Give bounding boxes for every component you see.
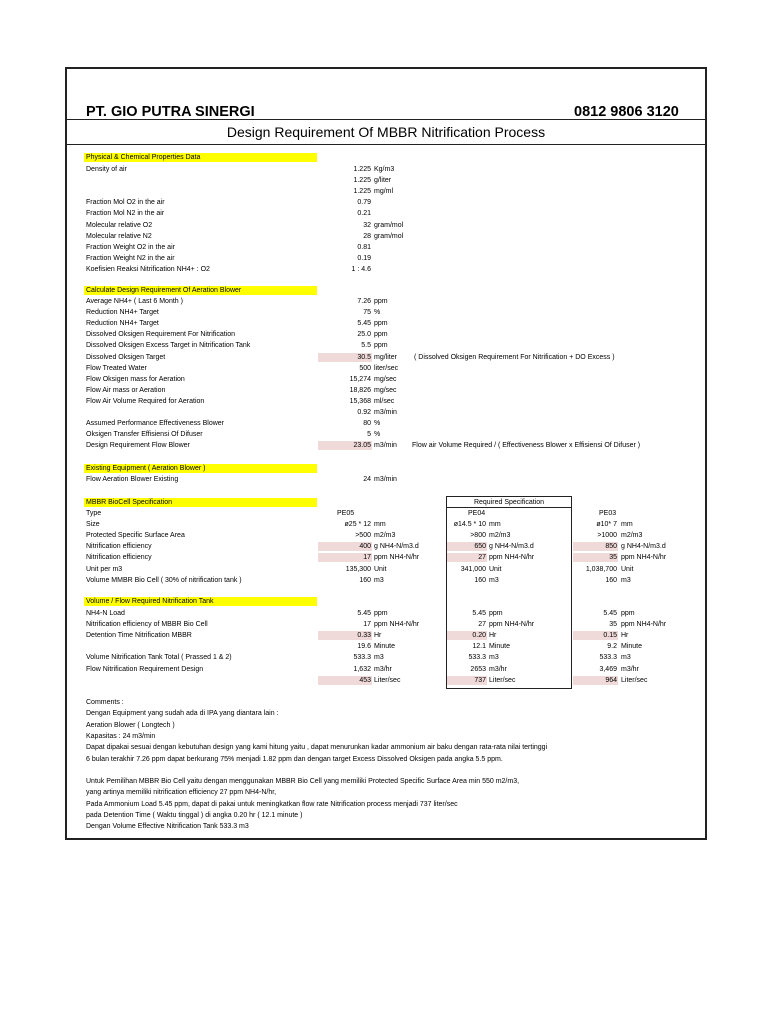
pe05-unit: g NH4-N/m3.d: [374, 543, 419, 551]
row-value: 0.92: [357, 409, 371, 416]
row-value: 500: [359, 364, 371, 372]
pe05-unit: mm: [374, 521, 386, 529]
row-label: Type: [86, 510, 102, 517]
row-unit: mg/ml: [374, 188, 394, 196]
row-label: Unit per m3: [86, 565, 123, 573]
pe05-value: 400: [359, 543, 371, 551]
row-unit: gram/mol: [374, 221, 404, 229]
pe05-unit: Minute: [374, 643, 396, 651]
pe03-value: 35: [609, 621, 617, 629]
row-value: 0.19: [357, 254, 371, 262]
pe05-value: 135,300: [345, 565, 371, 573]
row-unit: %: [374, 431, 381, 439]
comment-line: Dapat dipakai sesuai dengan kebutuhan design yang kami hitung yaitu , dapat menurunkan kadar ammonium air baku dengan rata-rata nilai tertinggi: [86, 744, 548, 752]
pe05-unit: Liter/sec: [374, 676, 401, 684]
pe05-unit: m3/hr: [374, 665, 392, 673]
row-unit: m3/min: [374, 442, 397, 450]
row-value: 0.81: [357, 243, 371, 251]
section-heading: Existing Equipment ( Aeration Blower ): [86, 465, 206, 472]
pe03-unit: Liter/sec: [621, 676, 648, 684]
row-value: 5.45: [357, 320, 371, 328]
pe03-value: ø10* 7: [596, 521, 617, 529]
pe03-unit: ppm NH4-N/hr: [621, 621, 667, 629]
pe05-value: 453: [359, 676, 371, 684]
pe03-value: 850: [605, 543, 617, 551]
row-value: 1.225: [353, 188, 371, 196]
row-value: 28: [363, 232, 371, 240]
comment-line: pada Detention Time ( Waktu tinggal ) di angka 0.20 hr ( 12.1 minute ): [86, 812, 303, 819]
pe03-value: 0.15: [603, 632, 617, 640]
row-label: Fraction Mol O2 in the air: [86, 199, 165, 207]
pe03-unit: ppm NH4-N/hr: [621, 554, 667, 562]
comment-line: Kapasitas : 24 m3/min: [86, 732, 156, 740]
row-label: Nitrification efficiency: [86, 554, 152, 562]
comment-line: Aeration Blower ( Longtech ): [86, 721, 175, 729]
row-label: Reduction NH4+ Target: [86, 320, 159, 328]
row-unit: gram/mol: [374, 232, 404, 240]
pe05-value: 533.3: [353, 654, 371, 662]
row-value: 0.79: [357, 199, 371, 207]
row-label: Fraction Weight N2 in the air: [86, 254, 175, 262]
pe04-value: ø14.5 * 10: [453, 521, 486, 529]
row-value: 80: [363, 420, 371, 428]
row-value: 24: [363, 476, 371, 483]
pe04-unit: g NH4-N/m3.d: [489, 543, 534, 551]
row-unit: ml/sec: [374, 397, 395, 405]
type-pe04: PE04: [468, 510, 486, 517]
section-heading: Calculate Design Requirement Of Aeration Blower: [86, 287, 242, 294]
row-label: Flow Treated Water: [86, 364, 147, 372]
row-label: Flow Air mass or Aeration: [86, 386, 166, 394]
pe04-value: 160: [474, 576, 486, 584]
row-label: Size: [86, 521, 100, 529]
pe03-unit: m3: [621, 654, 631, 662]
row-unit: mg/sec: [374, 386, 397, 394]
row-label: Assumed Performance Effectiveness Blower: [86, 420, 224, 428]
pe04-unit: ppm NH4-N/hr: [489, 621, 535, 629]
pe03-unit: m3: [621, 576, 631, 584]
row-label: Design Requirement Flow Blower: [86, 442, 190, 450]
row-label: Nitrification efficiency: [86, 543, 152, 551]
pe03-value: 964: [605, 676, 617, 684]
row-unit: ppm: [374, 342, 388, 350]
pe04-value: 5.45: [472, 610, 486, 617]
pe04-value: 737: [474, 676, 486, 684]
pe03-unit: ppm: [621, 610, 635, 617]
row-label: NH4-N Load: [86, 610, 125, 617]
row-label: Flow Aeration Blower Existing: [86, 476, 179, 483]
pe05-unit: m2/m3: [374, 532, 396, 540]
row-value: 75: [363, 309, 371, 317]
pe03-unit: m2/m3: [621, 532, 643, 540]
row-value: 1.225: [353, 177, 371, 185]
row-label: Protected Specific Surface Area: [86, 532, 185, 540]
row-unit: m3/min: [374, 476, 397, 483]
pe05-value: 5.45: [357, 610, 371, 617]
pe05-unit: ppm: [374, 610, 388, 617]
row-label: Molecular relative O2: [86, 221, 153, 229]
pe04-unit: ppm: [489, 610, 503, 617]
row-label: Molecular relative N2: [86, 232, 152, 240]
row-value: 15,274: [349, 375, 371, 383]
company-name: PT. GIO PUTRA SINERGI: [86, 104, 255, 120]
pe05-unit: Unit: [374, 565, 387, 573]
pe04-unit: Unit: [489, 565, 502, 573]
row-value: 1 : 4.6: [351, 265, 371, 273]
pe05-unit: m3: [374, 576, 384, 584]
pe04-value: 12.1: [472, 643, 486, 651]
row-value: 30.5: [357, 353, 371, 361]
pe05-value: 17: [363, 554, 371, 562]
comment-line: Pada Ammonium Load 5.45 ppm, dapat di pakai untuk meningkatkan flow rate Nitrification process menjadi 737 liter/sec: [86, 800, 458, 808]
row-value: 18,826: [349, 386, 371, 394]
pe04-unit: m3/hr: [489, 665, 507, 673]
row-label: Nitrification efficiency of MBBR Bio Cell: [86, 621, 208, 629]
required-spec-divider: [446, 507, 572, 508]
pe04-value: 2653: [470, 665, 486, 673]
phone-number: 0812 9806 3120: [574, 104, 679, 120]
row-unit: m3/min: [374, 409, 397, 416]
pe03-unit: m3/hr: [621, 665, 639, 673]
pe05-value: 160: [359, 576, 371, 584]
row-label: Detention Time Nitrification MBBR: [86, 632, 192, 640]
pe04-unit: m3: [489, 576, 499, 584]
pe03-value: 3,469: [599, 665, 617, 673]
pe04-unit: Hr: [489, 632, 497, 640]
row-value: 0.21: [357, 210, 371, 218]
comment-line: 6 bulan terakhir 7.26 ppm dapat berkurang 75% menjadi 1.82 ppm dan dengan target Excess Dissolved Oksigen pada angka 5.5 ppm.: [86, 755, 503, 763]
pe04-value: 533.3: [468, 654, 486, 662]
row-unit: liter/sec: [374, 364, 399, 372]
type-pe03: PE03: [599, 510, 617, 517]
row-label: Flow Air Volume Required for Aeration: [86, 397, 205, 405]
pe04-unit: mm: [489, 521, 501, 529]
pe04-value: >800: [470, 532, 486, 540]
row-label: Average NH4+ ( Last 6 Month ): [86, 298, 183, 305]
section-heading: Volume / Flow Required Nitrification Tank: [86, 598, 214, 605]
page-title: Design Requirement Of MBBR Nitrification Process: [226, 124, 546, 140]
pe03-unit: Unit: [621, 565, 634, 573]
pe04-unit: m3: [489, 654, 499, 662]
row-unit: mg/liter: [374, 353, 397, 361]
row-label: Dissolved Oksigen Target: [86, 353, 166, 361]
row-label: Dissolved Oksigen Excess Target in Nitrification Tank: [86, 342, 251, 350]
row-value: 32: [363, 221, 371, 229]
pe04-unit: ppm NH4-N/hr: [489, 554, 535, 562]
pe05-value: 19.6: [357, 643, 371, 651]
row-label: Fraction Mol N2 in the air: [86, 210, 165, 218]
row-label: Dissolved Oksigen Requirement For Nitrification: [86, 331, 235, 339]
pe05-unit: Hr: [374, 632, 382, 640]
row-value: 5.5: [361, 342, 371, 350]
required-spec-label: Required Specification: [473, 499, 545, 506]
comment-line: Untuk Pemilihan MBBR Bio Cell yaitu dengan menggunakan MBBR Bio Cell yang memiliki Protected Specific Surface Area min 550 m2/m3,: [86, 778, 520, 786]
row-label: Density of air: [86, 166, 127, 173]
section-heading: Physical & Chemical Properties Data: [86, 154, 201, 161]
pe05-value: 1,632: [353, 665, 371, 673]
row-label: Flow Nitrification Requirement Design: [86, 665, 204, 673]
pe03-unit: g NH4-N/m3.d: [621, 543, 666, 551]
row-value: 15,368: [349, 397, 371, 405]
row-label: Oksigen Transfer Effisiensi Of Difuser: [86, 431, 203, 439]
comment-line: yang artinya memiliki nitrification efficiency 27 ppm NH4-N/hr,: [86, 789, 277, 797]
row-unit: ppm: [374, 320, 388, 328]
pe03-unit: mm: [621, 521, 633, 529]
pe03-value: 5.45: [603, 610, 617, 617]
row-unit: g/liter: [374, 177, 392, 185]
pe04-value: 0.20: [472, 632, 486, 640]
comments-heading: Comments :: [86, 699, 124, 706]
pe05-value: 17: [363, 621, 371, 629]
pe03-unit: Hr: [621, 632, 629, 640]
pe04-value: 650: [474, 543, 486, 551]
row-label: Reduction NH4+ Target: [86, 309, 159, 317]
row-value: 5: [367, 431, 371, 439]
row-value: 23.05: [353, 442, 371, 450]
row-unit: Kg/m3: [374, 166, 395, 173]
comment-line: Dengan Equipment yang sudah ada di IPA yang diantara lain :: [86, 710, 279, 718]
row-note: Flow air Volume Required / ( Effectiveness Blower x Effisiensi Of Difuser ): [412, 442, 641, 450]
pe04-value: 341,000: [460, 565, 486, 573]
row-label: Fraction Weight O2 in the air: [86, 243, 175, 251]
row-value: 1.225: [353, 166, 371, 173]
row-unit: %: [374, 309, 381, 317]
pe03-value: 1,038,700: [585, 565, 617, 573]
row-unit: mg/sec: [374, 375, 397, 383]
type-pe05: PE05: [337, 510, 355, 517]
row-value: 7.26: [357, 298, 371, 305]
row-label: Volume Nitrification Tank Total ( Prassed 1 & 2): [86, 654, 232, 662]
pe03-value: 9.2: [607, 643, 617, 651]
section-heading: MBBR BioCell Specification: [86, 499, 172, 506]
pe03-value: 533.3: [599, 654, 617, 662]
pe05-unit: ppm NH4-N/hr: [374, 621, 420, 629]
pe05-value: 0.33: [357, 632, 371, 640]
row-label: Flow Oksigen mass for Aeration: [86, 375, 185, 383]
pe04-value: 27: [478, 554, 486, 562]
comment-line: Dengan Volume Effective Nitrification Tank 533.3 m3: [86, 823, 249, 831]
pe03-value: 160: [605, 576, 617, 584]
row-unit: ppm: [374, 298, 388, 305]
pe05-value: ø25 * 12: [344, 521, 371, 529]
title-divider: [67, 144, 705, 145]
pe04-unit: m2/m3: [489, 532, 511, 540]
row-note: ( Dissolved Oksigen Requirement For Nitrification + DO Excess ): [414, 353, 615, 361]
pe03-unit: Minute: [621, 643, 643, 651]
row-label: Koefisien Reaksi Nitrification NH4+ : O2: [86, 265, 210, 273]
header-divider: [67, 119, 705, 120]
pe05-unit: m3: [374, 654, 384, 662]
pe05-unit: ppm NH4-N/hr: [374, 554, 420, 562]
row-unit: %: [374, 420, 381, 428]
pe04-unit: Liter/sec: [489, 676, 516, 684]
pe04-unit: Minute: [489, 643, 511, 651]
pe03-value: >1000: [597, 532, 617, 540]
pe03-value: 35: [609, 554, 617, 562]
pe05-value: >500: [355, 532, 371, 540]
row-unit: ppm: [374, 331, 388, 339]
pe04-value: 27: [478, 621, 486, 629]
row-label: Volume MMBR Bio Cell ( 30% of nitrification tank ): [86, 576, 242, 584]
row-value: 25.0: [357, 331, 371, 339]
